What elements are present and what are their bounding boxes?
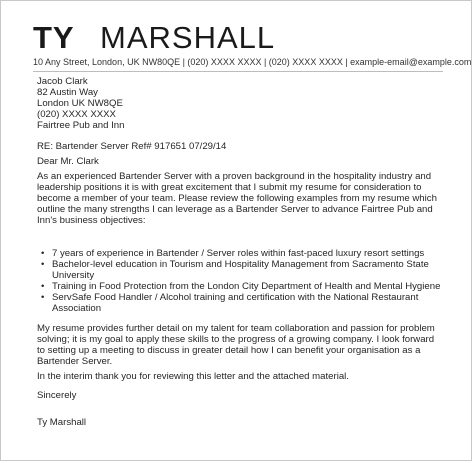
recipient-name: Jacob Clark [37,76,88,87]
list-item [41,292,441,314]
signature-name: Ty Marshall [37,417,87,428]
recipient-street: 82 Austin Way [37,87,98,98]
list-item [41,259,441,281]
closing: Sincerely [37,390,77,401]
thanks-paragraph: In the interim thank you for reviewing this letter and the attached material. [37,371,349,382]
reference-line: RE: Bartender Server Ref# 917651 07/29/14 [37,141,227,152]
recipient-city: London UK NW8QE [37,98,123,109]
list-item-text: 7 years of experience in Bartender / Server roles within fast-paced luxury resort settings [52,248,425,259]
list-item [41,281,441,292]
body-paragraph: My resume provides further detail on my talent for team collaboration and passion for problem solving; it is my goal to apply these skills to the progress of a growing company. I look forward to setting up a meeting to discuss in greater detail how I can benefit your organisation as a Bartender Server. [37,323,435,367]
recipient-company: Fairtree Pub and Inn [37,120,125,131]
list-item-text: Bachelor-level education in Tourism and Hospitality Management from Sacramento State University [52,259,429,281]
recipient-address [37,76,441,131]
name-last: MARSHALL [100,20,276,55]
qualifications-list [41,248,441,314]
bullet-icon: • [41,259,45,270]
list-item [41,248,441,259]
bullet-icon: • [41,248,45,259]
list-item-text: Training in Food Protection from the London City Department of Health and Mental Hygiene [52,281,441,292]
list-item-text: ServSafe Food Handler / Alcohol training and certification with the National Restaurant Association [52,292,419,314]
contact-line: 10 Any Street, London, UK NW80QE | (020) XXXX XXXX | (020) XXXX XXXX | example-email@example.com [33,57,472,67]
bullet-icon: • [41,292,45,303]
header-divider [33,71,443,72]
recipient-phone: (020) XXXX XXXX [37,109,116,120]
bullet-icon: • [41,281,45,292]
salutation: Dear Mr. Clark [37,156,99,167]
opening-paragraph: As an experienced Bartender Server with a proven background in the hospitality industry and leadership positions it is with great excitement that I submit my resume for consideration to become a member of your team. Please review the following examples from my resume which outline the many strengths I can leverage as a Bartender Server to advance Fairtree Pub and Inn's business objectives: [37,171,437,226]
name-first: TY [33,20,75,55]
